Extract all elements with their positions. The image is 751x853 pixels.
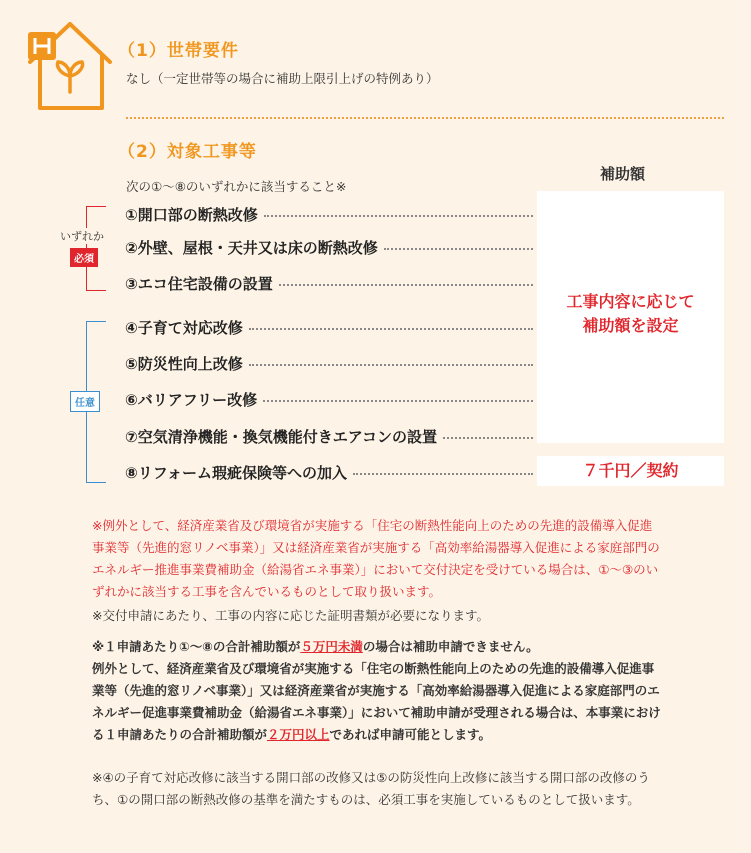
note-1: ※例外として、経済産業省及び環境省が実施する「住宅の断熱性能向上のための先進的設備導入促進事業等（先進的窓リノベ事業）」又は経済産業省が実施する「高効率給湯器導入促進による家庭部門のエネルギー推進事業費補助金（給湯省エネ事業）」において交付決定を受けている場合は、①～③のいずれかに該当する工事を含んでいるものとして取り扱います。 bbox=[92, 518, 660, 599]
subsidy-last-box: ７千円／契約 bbox=[537, 456, 724, 486]
divider bbox=[126, 117, 724, 119]
section1-text: なし（一定世帯等の場合に補助上限引上げの特例あり） bbox=[126, 71, 439, 86]
subsidy-main-box: 工事内容に応じて 補助額を設定 bbox=[537, 191, 724, 443]
note-3: ※１申請あたり①～⑧の合計補助額が５万円未満の場合は補助申請できません。 例外として、経済産業省及び環境省が実施する「住宅の断熱性能向上のための先進的設備導入促進事業等（先進的窓リノベ事業）」又は経済産業省が実施する「高効率給湯器導入促進による家庭部門のエネルギー促進事業費補助金（給湯省エネ事業）」において補助申請が受理される場合は、本事業における１申請あたりの合計補助額が２万円以上であれば申請可能とします。 bbox=[92, 639, 661, 742]
required-group-label: いずれか bbox=[60, 230, 104, 243]
section2-title: （2）対象工事等 bbox=[118, 142, 257, 162]
note-4: ※④の子育て対応改修に該当する開口部の改修又は⑤の防災性向上改修に該当する開口部の改修のうち、①の開口部の断熱改修の基準を満たすものは、必須工事を実施しているものとして扱います。 bbox=[92, 770, 650, 807]
required-badge: 必須 bbox=[70, 248, 98, 267]
list-item: ②外壁、屋根・天井又は床の断熱改修 bbox=[125, 236, 533, 258]
house-icon bbox=[24, 14, 114, 114]
note-2: ※交付申請にあたり、工事の内容に応じた証明書類が必要になります。 bbox=[92, 608, 489, 623]
subsidy-header: 補助額 bbox=[600, 165, 646, 183]
optional-badge: 任意 bbox=[70, 391, 100, 412]
list-item: ⑤防災性向上改修 bbox=[125, 352, 533, 374]
section1-title: （1）世帯要件 bbox=[118, 41, 239, 61]
section2-lead: 次の①～⑧のいずれかに該当すること※ bbox=[126, 179, 347, 194]
list-item: ⑦空気清浄機能・換気機能付きエアコンの設置 bbox=[125, 425, 533, 447]
list-item: ①開口部の断熱改修 bbox=[125, 203, 533, 225]
list-item: ⑥バリアフリー改修 bbox=[125, 388, 533, 410]
list-item: ⑧リフォーム瑕疵保険等への加入 bbox=[125, 461, 533, 483]
list-item: ④子育て対応改修 bbox=[125, 316, 533, 338]
list-item: ③エコ住宅設備の設置 bbox=[125, 272, 533, 294]
